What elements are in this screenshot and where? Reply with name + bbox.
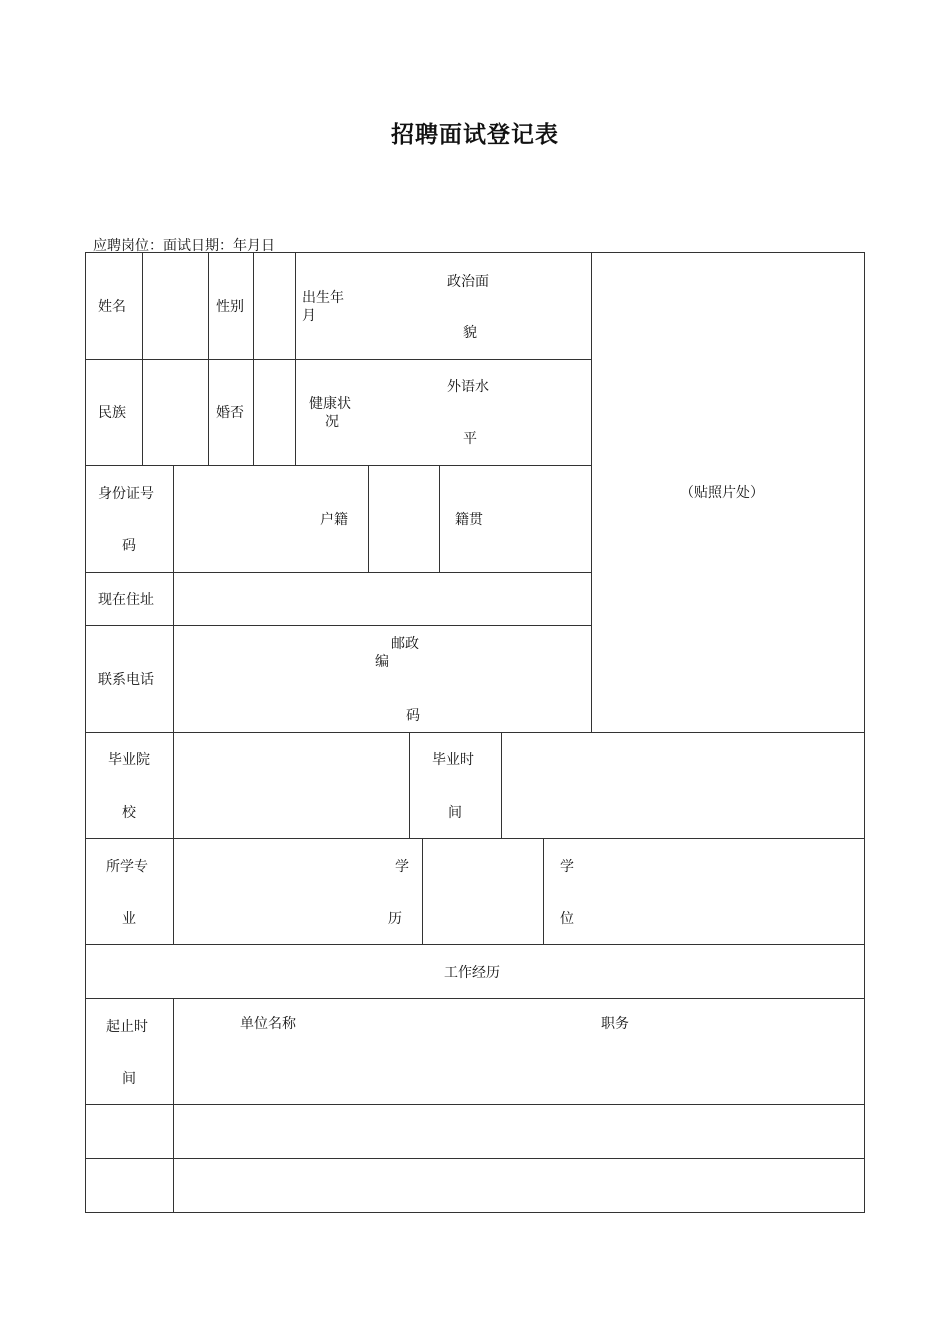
col-line: [501, 732, 502, 838]
foreign-language-label: 外语水: [447, 379, 489, 395]
foreign-language-label-cont: 平: [463, 431, 477, 447]
col-line: [173, 465, 174, 944]
id-number-label-cont: 码: [122, 538, 136, 554]
table-border-left: [85, 252, 86, 1213]
row-line: [85, 838, 865, 839]
health-status-label-cont: 况: [325, 414, 339, 430]
col-line: [422, 838, 423, 944]
period-label: 起止时: [106, 1019, 148, 1035]
ethnicity-label: 民族: [98, 405, 126, 421]
gender-label: 性别: [216, 299, 244, 315]
row-line: [85, 465, 592, 466]
row-line: [85, 1158, 865, 1159]
col-line: [295, 252, 296, 465]
degree-label: 学: [560, 859, 574, 875]
degree-label-cont: 位: [560, 911, 574, 927]
col-line: [543, 838, 544, 944]
row-line: [85, 998, 865, 999]
birth-date-label-cont: 月: [302, 308, 316, 324]
table-border-right: [864, 252, 865, 1213]
marital-status-label: 婚否: [216, 405, 244, 421]
row-line: [85, 625, 592, 626]
graduation-time-label-cont: 间: [448, 805, 462, 821]
col-line: [439, 465, 440, 572]
postal-code-label-cont: 编: [375, 654, 389, 670]
row-line: [85, 359, 592, 360]
school-label-cont: 校: [122, 805, 136, 821]
political-status-label-cont: 貌: [463, 325, 477, 341]
form-title: 招聘面试登记表: [391, 122, 559, 148]
postal-code-label-end: 码: [406, 708, 420, 724]
work-history-header: 工作经历: [444, 965, 500, 981]
health-status-label: 健康状: [309, 396, 351, 412]
position-date-line: 应聘岗位：面试日期：年月日: [93, 238, 275, 254]
col-line: [173, 998, 174, 1212]
period-label-cont: 间: [122, 1071, 136, 1087]
postal-code-label: 邮政: [391, 636, 419, 652]
current-address-label: 现在住址: [98, 592, 154, 608]
birth-date-label: 出生年: [302, 290, 344, 306]
employer-label: 单位名称: [240, 1016, 296, 1032]
row-line: [85, 1104, 865, 1105]
political-status-label: 政治面: [447, 274, 489, 290]
col-line: [591, 252, 592, 732]
name-label: 姓名: [98, 299, 126, 315]
row-line: [85, 732, 865, 733]
col-line: [253, 252, 254, 465]
table-border-bottom: [85, 1212, 865, 1213]
phone-label: 联系电话: [98, 672, 154, 688]
major-label: 所学专: [106, 859, 148, 875]
native-place-label: 籍贯: [455, 512, 483, 528]
household-registration-label: 户籍: [320, 512, 348, 528]
education-label-cont: 历: [388, 911, 402, 927]
photo-placeholder: （贴照片处）: [680, 485, 764, 501]
table-border-top: [85, 252, 865, 253]
education-label: 学: [395, 859, 409, 875]
major-label-cont: 业: [122, 911, 136, 927]
col-line: [142, 252, 143, 465]
graduation-time-label: 毕业时: [432, 752, 474, 768]
row-line: [85, 572, 592, 573]
col-line: [368, 465, 369, 572]
school-label: 毕业院: [108, 752, 150, 768]
position-label: 职务: [601, 1016, 629, 1032]
col-line: [208, 252, 209, 465]
row-line: [85, 944, 865, 945]
col-line: [409, 732, 410, 838]
id-number-label: 身份证号: [98, 486, 154, 502]
